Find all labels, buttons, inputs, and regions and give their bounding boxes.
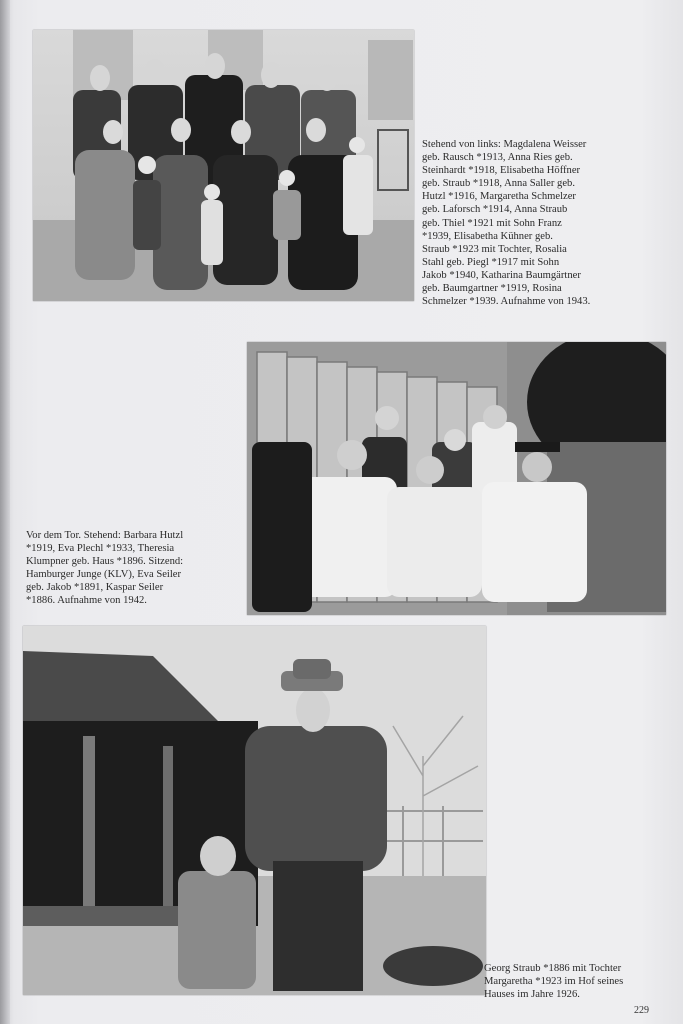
- caption-photo-1: Stehend von links: Magdalena Weisser geb. Rausch *1913, Anna Ries geb. Steinhardt *1918, Elisabetha Höffner geb. Straub *1918, Anna Saller geb. Hutzl *1916, Margaretha Schmelzer geb. Laforsch *1914, Anna Straub geb. Thiel *1921 mit Sohn Franz *1939, Elisabetha Kühner geb. Straub *1923 mit Tochter, Rosalia Stahl geb. Piegl *1917 mit Sohn Jakob *1940, Katharina Baumgärtner geb. Baumgartner *1919, Rosina Schmelzer *1939. Aufnahme von 1943.: [422, 139, 591, 308]
- photo-courtyard-father-daughter-1926: [23, 626, 486, 995]
- page-number: 229: [634, 1005, 649, 1016]
- photo-gate-group-1942: [247, 342, 666, 615]
- book-spine-shadow: [0, 0, 10, 1024]
- photo-group-women-children-1943: [33, 30, 414, 301]
- caption-photo-3: Georg Straub *1886 mit Tochter Margaretha *1923 im Hof seines Hauses im Jahre 1926.: [484, 963, 624, 1001]
- caption-photo-2: Vor dem Tor. Stehend: Barbara Hutzl *1919, Eva Plechl *1933, Theresia Klumpner geb. Haus *1896. Sitzend: Hamburger Junge (KLV), Eva Seiler geb. Jakob *1891, Kaspar Seiler *1886. Aufnahme von 1942.: [26, 530, 184, 607]
